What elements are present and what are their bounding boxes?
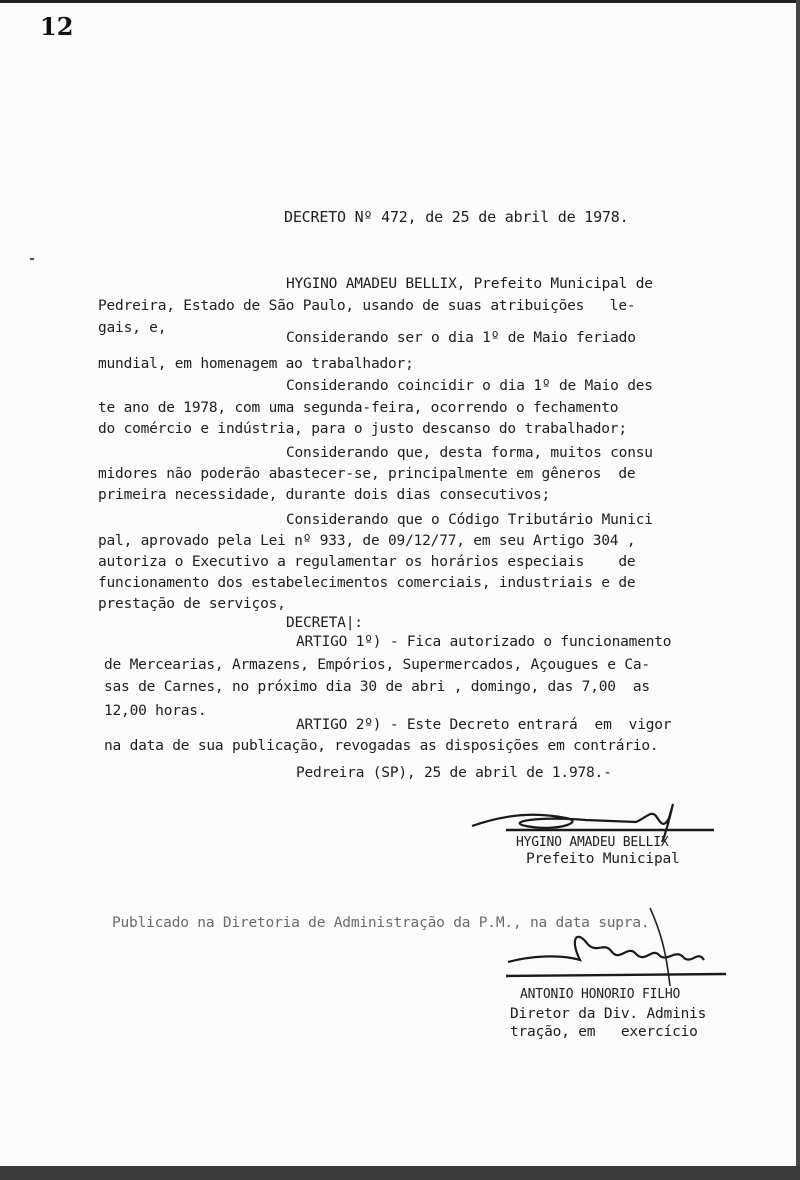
body-line: Considerando coincidir o dia 1º de Maio des <box>286 378 653 394</box>
director-role-line1: Diretor da Div. Adminis <box>510 1006 707 1022</box>
body-line: Considerando que, desta forma, muitos consu <box>286 445 653 461</box>
body-line: autoriza o Executivo a regulamentar os horários especiais de <box>98 554 636 570</box>
page-number: 12 <box>40 12 74 41</box>
mayor-role: Prefeito Municipal <box>526 851 680 867</box>
body-line: 12,00 horas. <box>104 703 207 719</box>
body-line: midores não poderão abastecer-se, principalmente em gêneros de <box>98 466 636 482</box>
body-line: Considerando ser o dia 1º de Maio feriado <box>286 330 636 346</box>
body-line: na data de sua publicação, revogadas as disposições em contrário. <box>104 738 659 754</box>
body-line: ARTIGO 1º) - Fica autorizado o funcionamento <box>296 634 672 650</box>
body-line: Pedreira, Estado de São Paulo, usando de suas atribuições le- <box>98 298 636 314</box>
scan-border-right <box>796 0 800 1180</box>
date-line: Pedreira (SP), 25 de abril de 1.978.- <box>296 765 612 781</box>
body-line: funcionamento dos estabelecimentos comerciais, industriais e de <box>98 575 636 591</box>
mayor-name: HYGINO AMADEU BELLIX <box>516 835 669 850</box>
body-line: prestação de serviços, <box>98 596 286 612</box>
body-line: de Mercearias, Armazens, Empórios, Supermercados, Açougues e Ca- <box>104 657 650 673</box>
body-line: ARTIGO 2º) - Este Decreto entrará em vigor <box>296 717 672 733</box>
body-line: primeira necessidade, durante dois dias consecutivos; <box>98 487 551 503</box>
scan-speck <box>30 258 34 260</box>
scan-border-top <box>0 0 800 3</box>
body-line: gais, e, <box>98 320 167 336</box>
director-name: ANTONIO HONORIO FILHO <box>520 987 681 1002</box>
body-line: mundial, em homenagem ao trabalhador; <box>98 356 414 372</box>
director-role-line2: tração, em exercício <box>510 1024 698 1040</box>
publication-note: Publicado na Diretoria de Administração da P.M., na data supra. <box>112 915 650 931</box>
scan-border-bottom <box>0 1166 800 1180</box>
body-line: do comércio e indústria, para o justo descanso do trabalhador; <box>98 421 627 437</box>
director-signature <box>500 900 740 990</box>
body-line: pal, aprovado pela Lei nº 933, de 09/12/77, em seu Artigo 304 , <box>98 533 636 549</box>
body-line: sas de Carnes, no próximo dia 30 de abri , domingo, das 7,00 as <box>104 679 650 695</box>
decree-title: DECRETO Nº 472, de 25 de abril de 1978. <box>284 208 629 226</box>
body-line: te ano de 1978, com uma segunda-feira, ocorrendo o fechamento <box>98 400 619 416</box>
decreta-heading: DECRETA|: <box>286 615 363 631</box>
body-line: Considerando que o Código Tributário Munici <box>286 512 653 528</box>
body-line: HYGINO AMADEU BELLIX, Prefeito Municipal de <box>286 276 653 292</box>
